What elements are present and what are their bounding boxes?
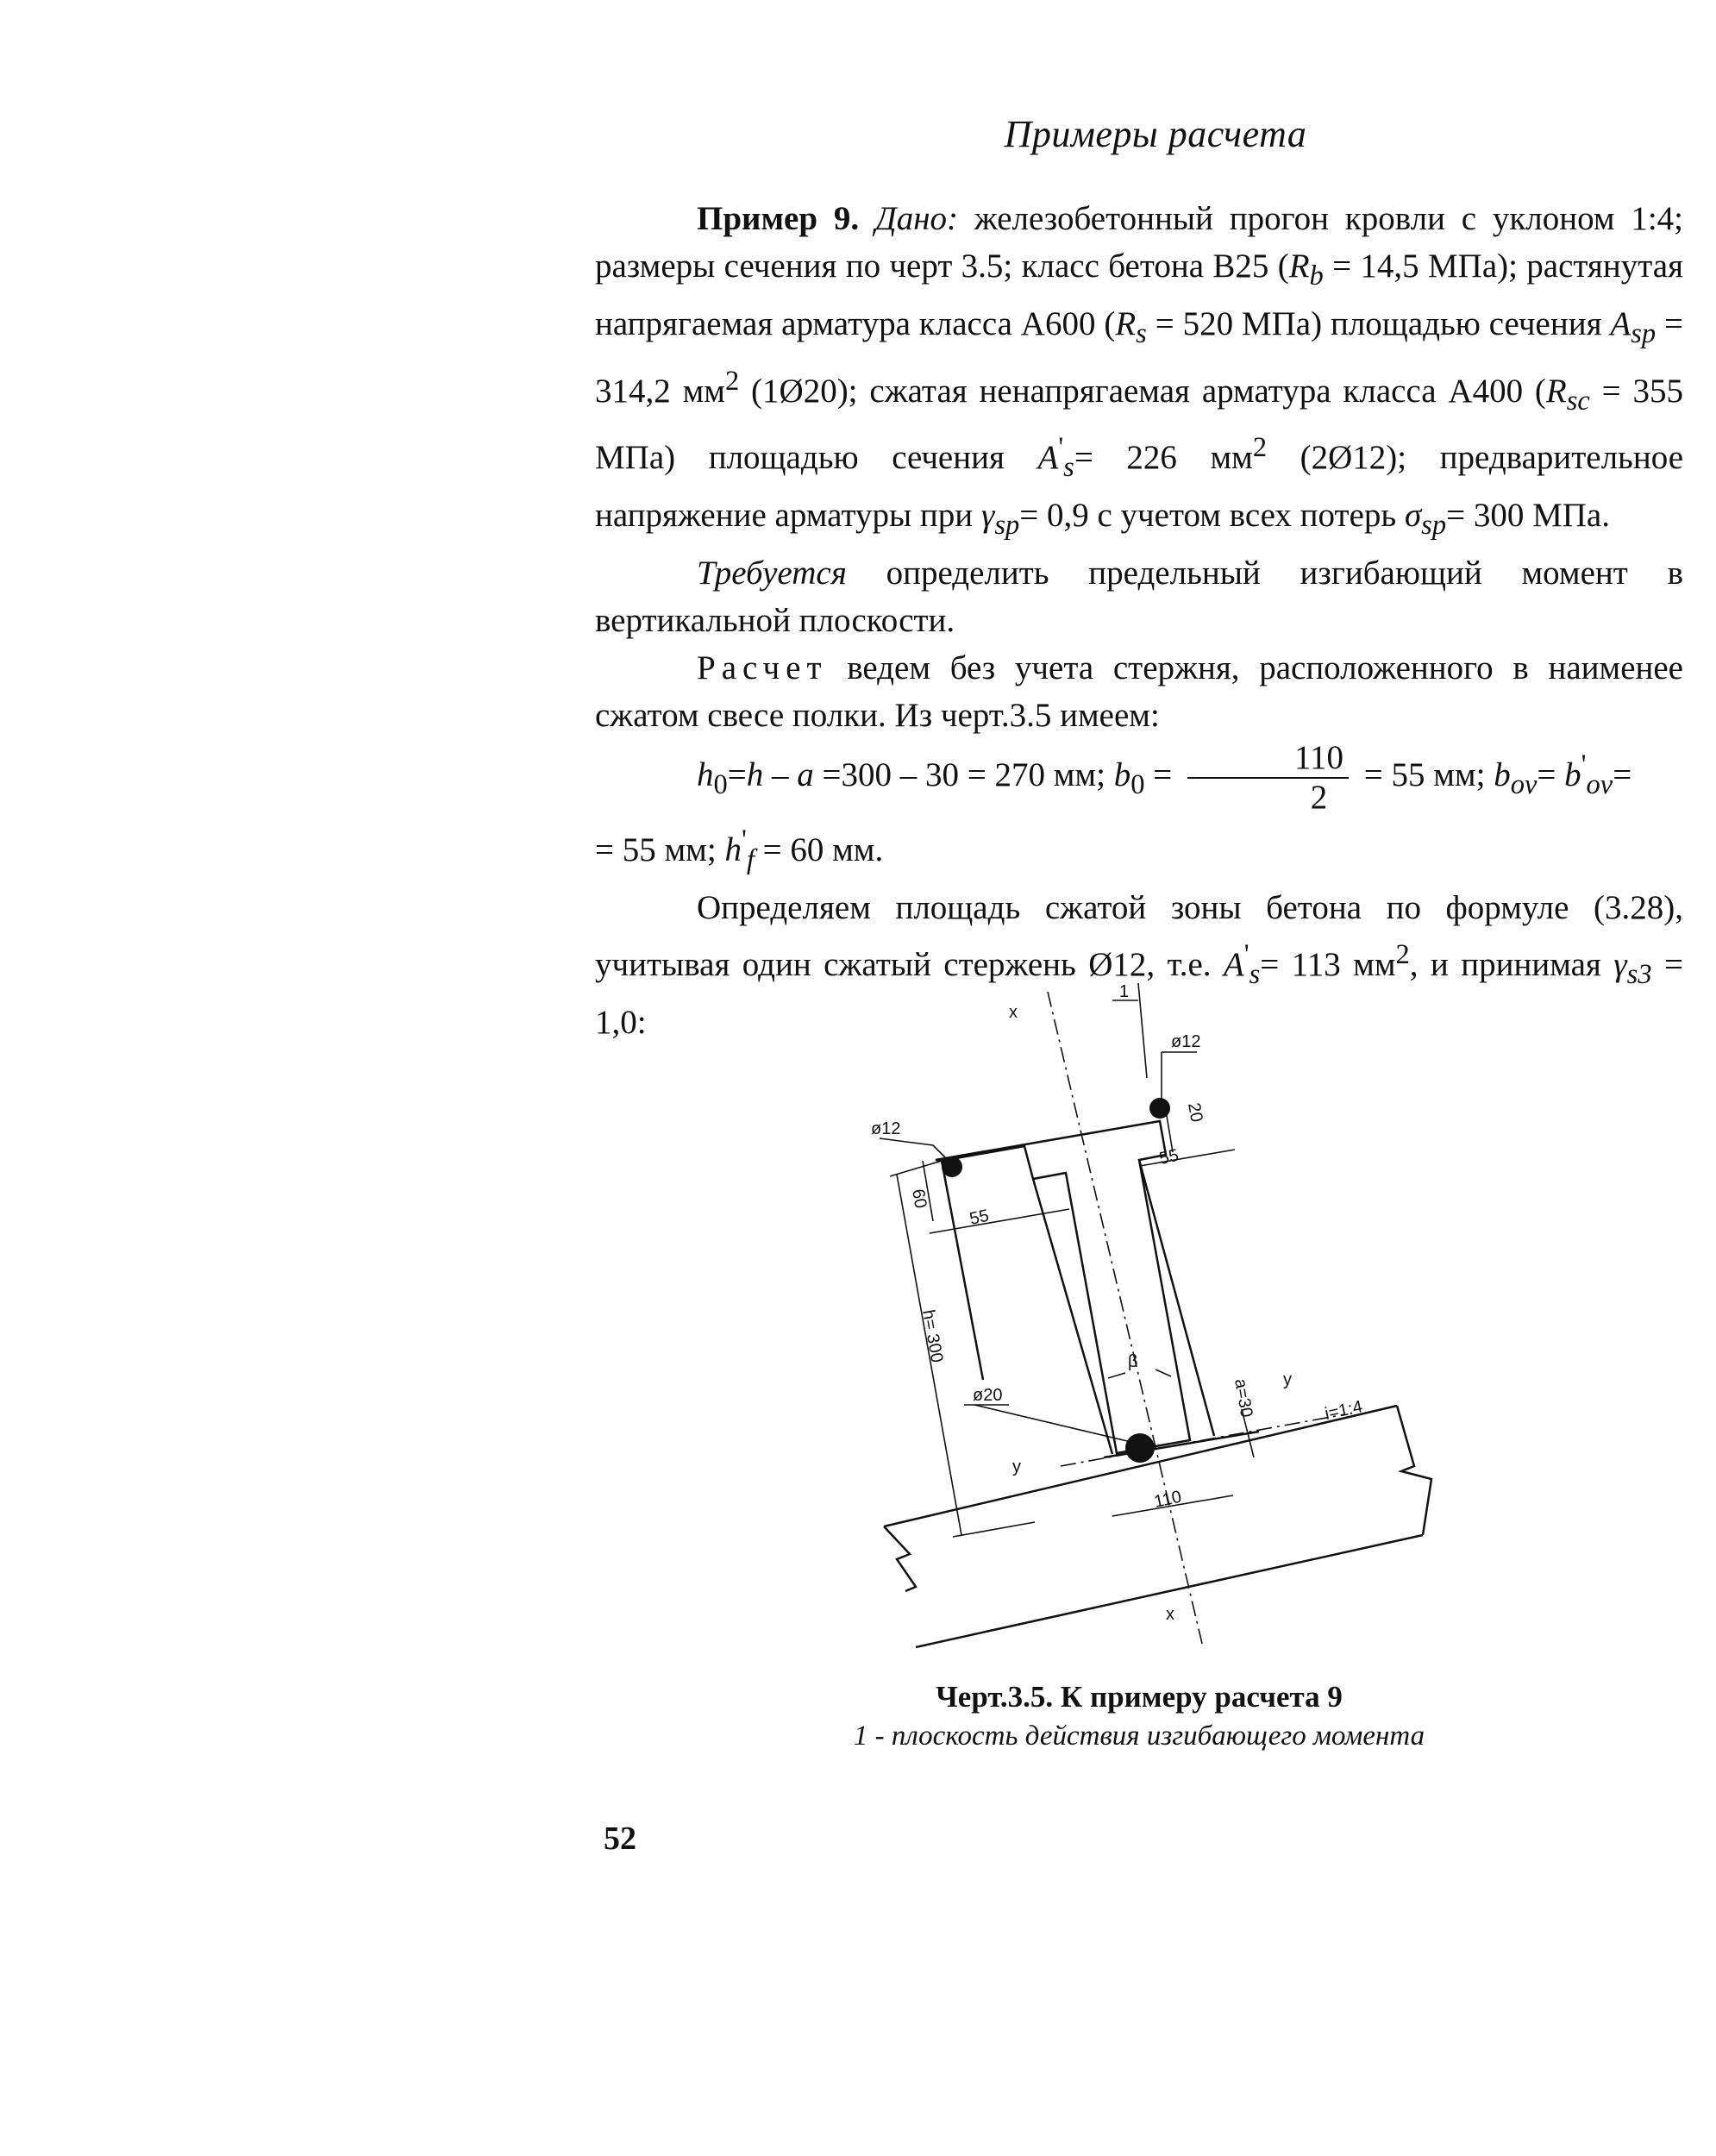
symbol: h [697, 755, 714, 793]
paragraph-given [595, 195, 1683, 549]
text-run: = [1537, 755, 1565, 793]
text-run: = 314,2 мм [595, 304, 1683, 410]
superscript: ' [1581, 749, 1587, 780]
text-run: = 520 МПа) площадью сечения [1146, 304, 1611, 342]
section-drawing [862, 983, 1466, 1664]
subscript: s [1136, 317, 1147, 349]
fraction-denominator: 2 [1310, 778, 1328, 816]
text-run: = 14,5 МПа); растянутая напрягаемая арматура класса А600 ( [595, 248, 1684, 342]
subscript: 0 [713, 768, 728, 800]
text-run: = 226 мм [1074, 439, 1253, 477]
symbol: A [1610, 304, 1631, 342]
subscript: sc [1566, 385, 1590, 417]
axis-y-left-label: y [1012, 1457, 1021, 1476]
label-plane-1: 1 [1119, 983, 1130, 1001]
symbol: a [797, 755, 814, 793]
text-run: = 60 мм. [754, 830, 884, 868]
symbol: R [1288, 248, 1310, 285]
dim-label-55-left: 55 [968, 1206, 991, 1229]
subscript: s [1063, 452, 1074, 484]
symbol: γ [1613, 945, 1627, 983]
beta-arrow-left [1108, 1373, 1125, 1378]
text-run: = 55 мм; [1356, 755, 1494, 793]
text-run: ведем без учета стержня, расположенного в наименее сжатом свесе полки. Из черт.3.5 имеем: [595, 649, 1683, 734]
dim-line-20 [1166, 1111, 1173, 1152]
subscript: sp [994, 509, 1020, 541]
formula-continuation [595, 817, 1683, 884]
text-run: железобетонный прогон кровли с уклоном 1:4; размеры сечения по черт 3.5; класс бетона В25 ( [595, 200, 1683, 285]
label-d12-top: ø12 [1171, 1032, 1201, 1051]
section-outline-web [942, 1161, 983, 1380]
subscript: ov [1510, 768, 1538, 800]
paragraph-calculation [595, 644, 1683, 739]
text-run: – [763, 755, 798, 793]
subscript: ov [1586, 768, 1613, 800]
symbol: h [724, 830, 742, 868]
text-run: = 355 МПа) площадью сечения [595, 372, 1683, 477]
label-d20: ø20 [973, 1386, 1003, 1405]
superscript: 2 [1395, 938, 1410, 970]
axis-y-right-label: y [1283, 1370, 1292, 1389]
axis-x [1048, 992, 1203, 1647]
section-drawing-svg [862, 983, 1466, 1664]
roof-slab-top [884, 1406, 1397, 1526]
caption-subtitle: 1 - плоскость действия изгибающего момента [853, 1720, 1425, 1752]
text-run: =300 – 30 = 270 мм; [813, 755, 1114, 793]
text-run: = 55 мм; [595, 830, 725, 868]
axis-x-top-label: x [1009, 1003, 1018, 1022]
required-label: Требуется [697, 554, 847, 592]
symbol: b [1113, 755, 1131, 793]
paragraph-required [595, 549, 1683, 644]
text-run: = 0,9 с учетом всех потерь [1019, 497, 1405, 535]
text-run: определить предельный изгибающий момент в вертикальной плоскости. [595, 554, 1683, 639]
subscript: 0 [1130, 768, 1145, 800]
axis-1 [1138, 983, 1147, 1078]
symbol: A [1037, 439, 1059, 477]
axis-x-bottom-label: x [1166, 1605, 1174, 1624]
text-run: = 1,0: [595, 945, 1683, 1041]
dim-line-h300-ext-top [890, 1161, 942, 1176]
roof-slab-break-right [1397, 1406, 1431, 1535]
roof-slab-break-left [884, 1526, 916, 1591]
beta-label: β [1128, 1352, 1138, 1371]
rebar-d12-left [942, 1156, 962, 1177]
rebar-d12-top [1149, 1098, 1170, 1119]
beta-arrow-right [1155, 1369, 1171, 1376]
dim-label-60: 60 [908, 1188, 930, 1210]
dim-label-h300: h= 300 [918, 1308, 947, 1364]
superscript: ' [741, 824, 747, 856]
label-d12-left: ø12 [871, 1119, 901, 1138]
spaced-word: Расчет [697, 649, 828, 686]
fraction-numerator: 110 [1187, 739, 1349, 779]
web-line-right [1139, 1160, 1214, 1436]
figure-caption [595, 1677, 1683, 1755]
subscript: b [1309, 260, 1324, 291]
running-title: Примеры расчета [1004, 113, 1307, 155]
dim-label-55-right: 55 [1157, 1145, 1181, 1169]
roof-slab-bottom [916, 1535, 1423, 1647]
subscript: s [1249, 958, 1261, 990]
text-run: = [1613, 755, 1632, 793]
formula-dimensions [595, 739, 1683, 817]
dim-label-110: 110 [1152, 1487, 1184, 1512]
text-run: (1Ø20); сжатая ненапрягаемая арматура класса А400 ( [739, 372, 1546, 410]
symbol: A [1223, 945, 1244, 983]
slope-label: i=1:4 [1323, 1397, 1365, 1424]
symbol: R [1115, 304, 1137, 342]
text-run: = [727, 755, 747, 793]
text-run: , и принимая [1409, 945, 1614, 983]
given-label: Дано: [874, 200, 959, 237]
example-title: Пример 9. [697, 200, 860, 237]
leader-d20 [974, 1405, 1138, 1444]
dim-line-h300-ext-bottom [953, 1522, 1035, 1537]
dim-label-a30: a=30 [1231, 1377, 1256, 1420]
rebar-d20 [1125, 1433, 1155, 1463]
page-number: 52 [604, 1821, 636, 1857]
superscript: 2 [1252, 432, 1268, 464]
subscript: sp [1421, 509, 1447, 541]
subscript: f [746, 843, 755, 875]
fraction [1187, 739, 1349, 817]
body-text [595, 195, 1683, 1046]
symbol: b [1564, 755, 1581, 793]
symbol: σ [1404, 497, 1422, 535]
superscript: ' [1058, 432, 1064, 464]
text-run: = [1144, 755, 1181, 793]
superscript: ' [1243, 938, 1249, 970]
symbol: b [1494, 755, 1511, 793]
text-run: Определяем площадь сжатой зоны бетона по формуле (3.28), учитывая один сжатый стержень Ø12, т.е. [595, 888, 1683, 983]
symbol: h [746, 755, 764, 793]
text-run: = 113 мм [1260, 945, 1396, 983]
text-run: = 300 МПа. [1446, 497, 1610, 535]
dim-label-20: 20 [1184, 1101, 1206, 1124]
superscript: 2 [724, 365, 740, 397]
symbol: γ [980, 497, 995, 535]
subscript: s3 [1626, 958, 1652, 990]
text-run: (2Ø12); предварительное напряжение арматуры при [595, 439, 1684, 535]
web-line-left [1033, 1179, 1112, 1454]
symbol: R [1545, 372, 1567, 410]
subscript: sp [1631, 317, 1657, 349]
caption-title: Черт.3.5. К примеру расчета 9 [936, 1680, 1343, 1714]
